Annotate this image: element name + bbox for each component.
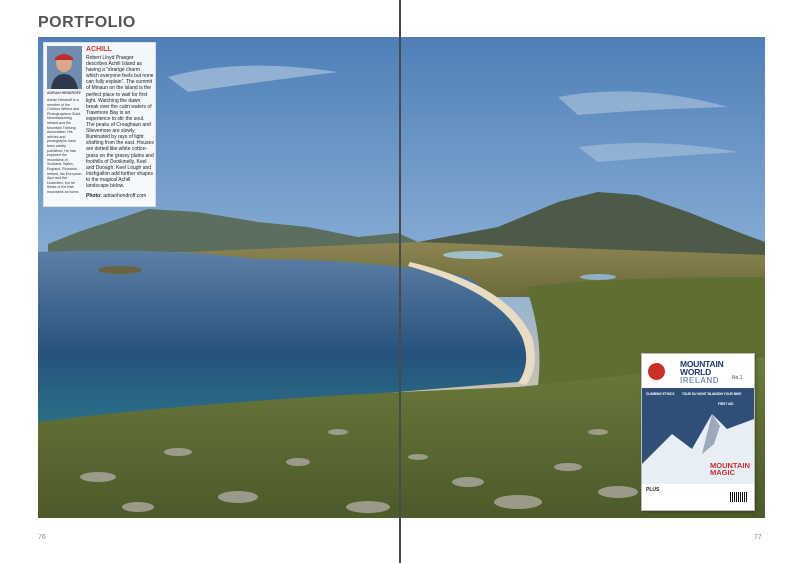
caption-body: Robert Lloyd Praeger describes Achill Island as having a “strange charm which everyone feels but none can fully explain”. The summit of Minaun on the island is the perfect place to wait for first light. Watching the dawn break over the calm waters of Trawmore Bay is an experience to stir the soul. The peaks of Croaghaun and Slievemore are slowly illuminated by rays of light shafting from the east. Houses are dotted like white cotton-grass on the grassy plains and foothills of Dooikinelly, Keel and Dooagh. Keel Lough and Inishgallon add further shapes to the magical Achill landscape below. — [86, 55, 154, 189]
cover-logo-icon — [647, 362, 666, 381]
cover-blurb-1: CLIMBING ETHICS — [646, 392, 675, 396]
photo-credit-url: adrianhendroff.com — [103, 193, 147, 199]
caption-title: ACHILL — [86, 46, 112, 53]
barcode-icon — [730, 492, 748, 502]
cover-headline-line2: MAGIC — [710, 468, 735, 477]
cover-title-line2: WORLD — [680, 367, 712, 377]
magazine-cover — [641, 353, 755, 511]
author-photo — [47, 46, 82, 89]
cover-blurb-3: ON YOUR BIKE — [718, 392, 742, 396]
page-number-left: 76 — [38, 534, 46, 541]
cover-headline-line1: MOUNTAIN — [710, 461, 750, 470]
cover-title-line3: IRELAND — [680, 376, 720, 385]
cover-title-line1: MOUNTAIN — [680, 359, 724, 369]
gutter — [399, 0, 401, 563]
section-header: PORTFOLIO — [38, 14, 136, 31]
cover-blurb-2: TOUR DU MONT BLANC — [682, 392, 719, 396]
cover-plus: PLUS — [646, 487, 660, 493]
cover-blurb-4: FIRST AID — [718, 402, 734, 406]
caption-box — [43, 42, 156, 207]
photo-credit — [86, 193, 154, 199]
cover-issue: No.1 — [732, 375, 743, 381]
cover-headline — [710, 462, 750, 476]
author-bio: Adrian Hendroff is a member of the Outdoor Writers and Photographers Guild, Mountaineering Ireland and the Mountain Training Association. His articles and photographs have been widely published. He has explored the mountains of Scotland, Wales, England, Romania, Ireland, the European Alps and the Dolomites, but he thinks of the Irish mountains as home. — [47, 98, 82, 194]
author-credit: ADRIAN HENDROFF — [47, 91, 82, 95]
page-number-right: 77 — [754, 534, 762, 541]
photo-label: Photo: — [86, 193, 102, 199]
